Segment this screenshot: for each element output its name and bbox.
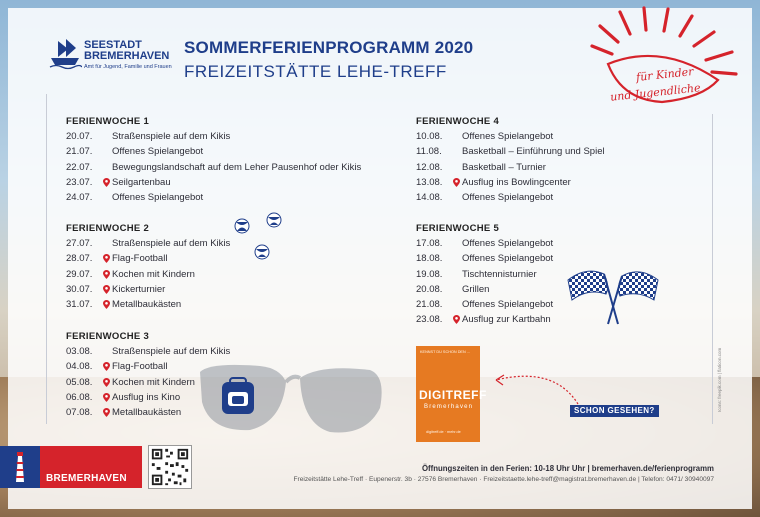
row-activity: Ausflug ins Kino	[112, 391, 181, 403]
schedule-row	[416, 177, 716, 192]
row-activity: Kickerturnier	[112, 283, 166, 295]
schedule-row	[416, 238, 716, 253]
row-date: 07.08.	[66, 407, 93, 419]
row-activity: Bewegungslandschaft auf dem Leher Pausenhof oder Kikis	[112, 161, 362, 173]
row-activity: Flag-Football	[112, 253, 168, 265]
location-pin-icon	[103, 270, 110, 279]
row-activity: Basketball – Turnier	[462, 161, 546, 173]
row-date: 20.07.	[66, 131, 93, 142]
digitreff-subtitle: Bremerhaven	[424, 404, 474, 410]
schedule-row	[66, 361, 396, 376]
week-title: FERIENWOCHE 1	[66, 116, 150, 127]
schedule-row	[66, 162, 396, 177]
location-pin-icon	[103, 378, 110, 387]
row-activity: Offenes Spielangebot	[112, 192, 204, 204]
row-activity: Ausflug ins Bowlingcenter	[462, 176, 571, 188]
row-date: 20.08.	[416, 283, 443, 295]
schedule-row	[416, 131, 716, 146]
row-date: 12.08.	[416, 161, 443, 173]
row-date: 19.08.	[416, 268, 443, 280]
row-date: 24.07.	[66, 192, 93, 204]
row-activity: Grillen	[462, 283, 490, 295]
week-title: FERIENWOCHE 4	[416, 116, 500, 127]
row-activity: Kochen mit Kindern	[112, 268, 195, 280]
digitreff-flyer[interactable]	[416, 346, 487, 442]
page-title: SOMMERFERIENPROGRAMM 2020	[184, 38, 474, 57]
logo-line2: BREMERHAVEN	[84, 50, 170, 62]
row-date: 06.08.	[66, 391, 93, 403]
location-pin-icon	[103, 393, 110, 402]
week-title: FERIENWOCHE 3	[66, 331, 150, 342]
row-date: 17.08.	[416, 238, 443, 249]
row-date: 23.08.	[416, 314, 443, 326]
opening-hours: Öffnungszeiten in den Ferien: 10-18 Uhr Uhr | bremerhaven.de/ferienprogramm	[421, 464, 714, 473]
bremerhaven-logo	[0, 446, 142, 488]
bremerhaven-wordmark: BREMERHAVEN	[46, 473, 127, 484]
row-date: 05.08.	[66, 376, 93, 388]
backpack-icon	[218, 376, 258, 416]
row-date: 30.07.	[66, 283, 93, 295]
schedule-row	[66, 146, 396, 161]
week-4	[416, 116, 716, 207]
week-title: FERIENWOCHE 5	[416, 223, 500, 234]
row-activity: Straßenspiele auf dem Kikis	[112, 131, 231, 142]
row-activity: Offenes Spielangebot	[462, 131, 554, 142]
row-activity: Tischtennisturnier	[462, 268, 537, 280]
row-date: 23.07.	[66, 176, 93, 188]
schedule-row	[416, 162, 716, 177]
schedule-row	[416, 192, 716, 207]
row-date: 11.08.	[416, 146, 442, 158]
row-activity: Kochen mit Kindern	[112, 376, 195, 388]
location-pin-icon	[103, 285, 110, 294]
page-subtitle: FREIZEITSTÄTTE LEHE-TREFF	[184, 62, 447, 81]
row-activity: Flag-Football	[112, 361, 168, 373]
row-date: 13.08.	[416, 176, 443, 188]
logo-subtitle: Amt für Jugend, Familie und Frauen	[84, 64, 172, 70]
beach-balls-icon	[230, 210, 290, 264]
row-activity: Straßenspiele auf dem Kikis	[112, 346, 231, 357]
digitreff-top-text: KENNST DU SCHON DEN ...	[420, 350, 470, 354]
location-pin-icon	[103, 408, 110, 417]
qr-code[interactable]	[148, 445, 192, 489]
location-pin-icon	[453, 178, 460, 187]
digitreff-bottom-text: digitreff.de · mehr.de	[426, 430, 461, 434]
row-date: 28.07.	[66, 253, 93, 265]
sun-text-line2: und Jugendliche	[609, 81, 702, 104]
schedule-row	[66, 177, 396, 192]
row-date: 03.08.	[66, 346, 93, 357]
row-activity: Metallbaukästen	[112, 299, 182, 311]
checkered-flags-icon	[566, 264, 660, 328]
row-date: 27.07.	[66, 238, 93, 249]
row-date: 29.07.	[66, 268, 93, 280]
location-pin-icon	[103, 178, 110, 187]
location-pin-icon	[103, 300, 110, 309]
schon-gesehen-badge: SCHON GESEHEN?	[570, 405, 659, 417]
location-pin-icon	[103, 254, 110, 263]
schedule-row	[66, 131, 396, 146]
week-title: FERIENWOCHE 2	[66, 223, 150, 234]
schedule-row	[66, 299, 396, 314]
week-1	[66, 116, 396, 207]
icon-credit: Icons: freepik.com | flaticon.com	[717, 347, 722, 412]
schedule-row	[66, 284, 396, 299]
row-activity: Offenes Spielangebot	[462, 238, 554, 249]
row-activity: Basketball – Einführung und Spiel	[462, 146, 605, 158]
row-activity: Ausflug zur Kartbahn	[462, 314, 551, 326]
dashed-arrow-icon	[484, 360, 584, 410]
logo-line1: SEESTADT	[84, 39, 142, 51]
contact-info: Freizeitstätte Lehe-Treff · Eupenerstr. 3b · 27576 Bremerhaven · Freizeitstaette.lehe-treff@magistrat.bremerhaven.de | Telefon: 0471/ 30940097	[293, 476, 714, 483]
row-activity: Seilgartenbau	[112, 176, 171, 188]
schedule-row	[416, 146, 716, 161]
seestadt-logo	[44, 36, 174, 82]
location-pin-icon	[103, 362, 110, 371]
row-date: 04.08.	[66, 361, 93, 373]
row-date: 21.08.	[416, 299, 443, 311]
schedule-row	[66, 346, 396, 361]
digitreff-name: DIGITREFF	[419, 388, 487, 402]
row-date: 31.07.	[66, 299, 93, 311]
row-date: 14.08.	[416, 192, 443, 204]
row-activity: Offenes Spielangebot	[462, 192, 554, 204]
row-activity: Offenes Spielangebot	[462, 253, 554, 265]
row-date: 22.07.	[66, 161, 93, 173]
schedule-row	[66, 269, 396, 284]
sun-text-line1: für Kinder	[635, 65, 695, 84]
location-pin-icon	[453, 315, 460, 324]
row-activity: Straßenspiele auf dem Kikis	[112, 238, 231, 249]
row-date: 18.08.	[416, 253, 443, 265]
row-date: 10.08.	[416, 131, 443, 142]
ship-icon	[48, 36, 82, 70]
row-activity: Metallbaukästen	[112, 407, 182, 419]
row-activity: Offenes Spielangebot	[462, 299, 554, 311]
lighthouse-icon	[12, 452, 28, 484]
row-activity: Offenes Spielangebot	[112, 146, 204, 158]
schedule-row	[66, 192, 396, 207]
left-divider	[46, 94, 47, 424]
row-date: 21.07.	[66, 146, 93, 158]
